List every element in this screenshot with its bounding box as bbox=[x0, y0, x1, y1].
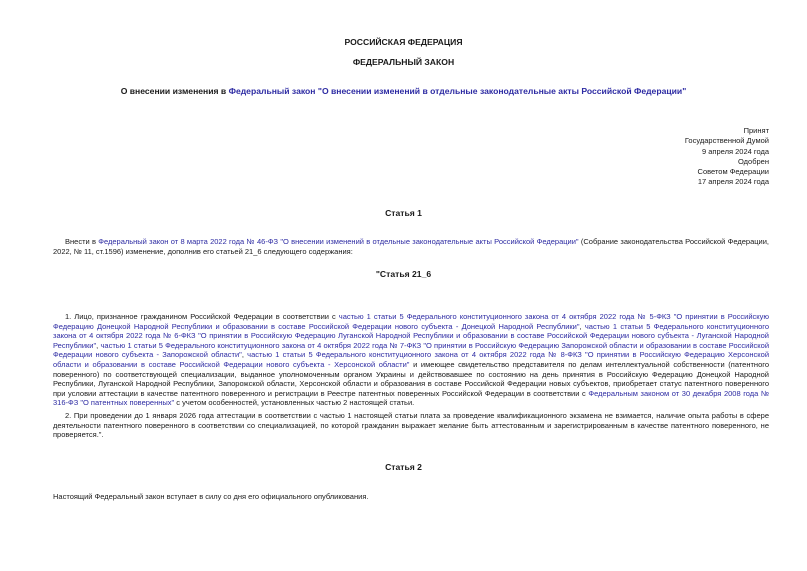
paragraph-2: 2. При проведении до 1 января 2026 года аттестации в соответствии с частью 1 настоящей статьи плата за проведение квалификационного экзамена не взимается, наличие опыта работы в сфере деятельности патентного поверенного в соответствии со специализацией, по которой гражданин выражает желание быть аттестованным и зарегистрированным в качестве патентного поверенного, не проверяется.". bbox=[53, 411, 769, 440]
fkz-8-link[interactable]: частью 1 статьи 5 Федерального конституционного закона от 4 октября 2022 года № 8-ФКЗ "О принятии в Российскую Федерацию Херсонской области и образовании в составе Российской Федерации нового субъекта - Херсонской области" bbox=[53, 350, 770, 369]
article-1-heading: Статья 1 bbox=[385, 208, 422, 218]
intro-text: (Собрание законодательства Российской Федерации, 2022, № 11, ст.1596) изменение, дополнив его статьей 21_6 следующего содержания: bbox=[53, 237, 770, 256]
p1-text: , bbox=[579, 321, 585, 331]
article-2-heading: Статья 2 bbox=[385, 462, 422, 472]
document-type-heading: ФЕДЕРАЛЬНЫЙ ЗАКОН bbox=[352, 57, 455, 67]
country-heading: РОССИЙСКАЯ ФЕДЕРАЦИЯ bbox=[344, 37, 463, 47]
article-1-intro bbox=[53, 237, 769, 256]
title-law-link[interactable]: Федеральный закон "О внесении изменений в отдельные законодательные акты Российской Федерации" bbox=[228, 86, 687, 96]
p1-text: 1. Лицо, признанное гражданином Российской Федерации в соответствии с bbox=[65, 312, 339, 321]
adoption-line: 9 апреля 2024 года bbox=[702, 146, 769, 156]
paragraph-1 bbox=[53, 312, 769, 408]
adoption-line: Советом Федерации bbox=[697, 167, 769, 177]
intro-text: Внести в bbox=[65, 237, 99, 246]
adoption-block bbox=[685, 126, 769, 188]
p1-text: и имеющее свидетельство представителя по делам интеллектуальной собственности (патентного поверенного) по соответствующей специализации, выданное уполномоченным органом Украины и действовавшее по состоянию на день принятия в Российскую Федерацию Донецкой Народной Республики, Луганской Народной Республики, Запорожской области, Херсонской области и образования в составе Российской Федерации новых субъектов, приобретает статус патентного поверенного при условии аттестации в качестве патентного поверенного и регистрации в Реестре патентных поверенных Российской Федерации в соответствии с bbox=[53, 359, 769, 398]
adoption-line: Одобрен bbox=[738, 156, 769, 166]
adoption-line: Государственной Думой bbox=[684, 136, 769, 146]
article-21-6-heading: "Статья 21_6 bbox=[375, 269, 432, 279]
fkz-6-link[interactable]: частью 1 статьи 5 Федерального конституционного закона от 4 октября 2022 года № 6-ФКЗ "О принятии в Российскую Федерацию Луганской Народной Республики и образовании в составе Российской Федерации нового субъекта - Луганской Народной Республики" bbox=[53, 321, 770, 350]
p1-text: с учетом особенностей, установленных частью 2 настоящей статьи. bbox=[174, 398, 415, 408]
p1-text: , bbox=[241, 350, 248, 360]
document-title bbox=[0, 87, 807, 97]
article-2-text: Настоящий Федеральный закон вступает в силу со дня его официального опубликования. bbox=[53, 492, 369, 501]
p1-text: , bbox=[96, 340, 101, 350]
law-316fz-link[interactable]: Федеральным законом от 30 декабря 2008 года № 316-ФЗ "О патентных поверенных" bbox=[53, 388, 769, 408]
fkz-5-link[interactable]: частью 1 статьи 5 Федерального конституционного закона от 4 октября 2022 года № 5-ФКЗ "О принятии в Российскую Федерацию Донецкой Народной Республики и образовании в составе Российской Федерации нового субъекта - Донецкой Народной Республики" bbox=[53, 312, 769, 331]
law-46fz-link[interactable]: Федеральный закон от 8 марта 2022 года № 46-ФЗ "О внесении изменений в отдельные законодательные акты Российской Федерации" bbox=[98, 237, 579, 246]
adoption-line: Принят bbox=[743, 126, 769, 135]
adoption-line: 17 апреля 2024 года bbox=[697, 177, 769, 187]
title-prefix: О внесении изменения в bbox=[120, 86, 229, 96]
fkz-7-link[interactable]: частью 1 статьи 5 Федерального конституционного закона от 4 октября 2022 года № 7-ФКЗ "О принятии в Российскую Федерацию Запорожской области и образовании в составе Российской Федерации нового субъекта - Запорожской области" bbox=[53, 340, 770, 360]
